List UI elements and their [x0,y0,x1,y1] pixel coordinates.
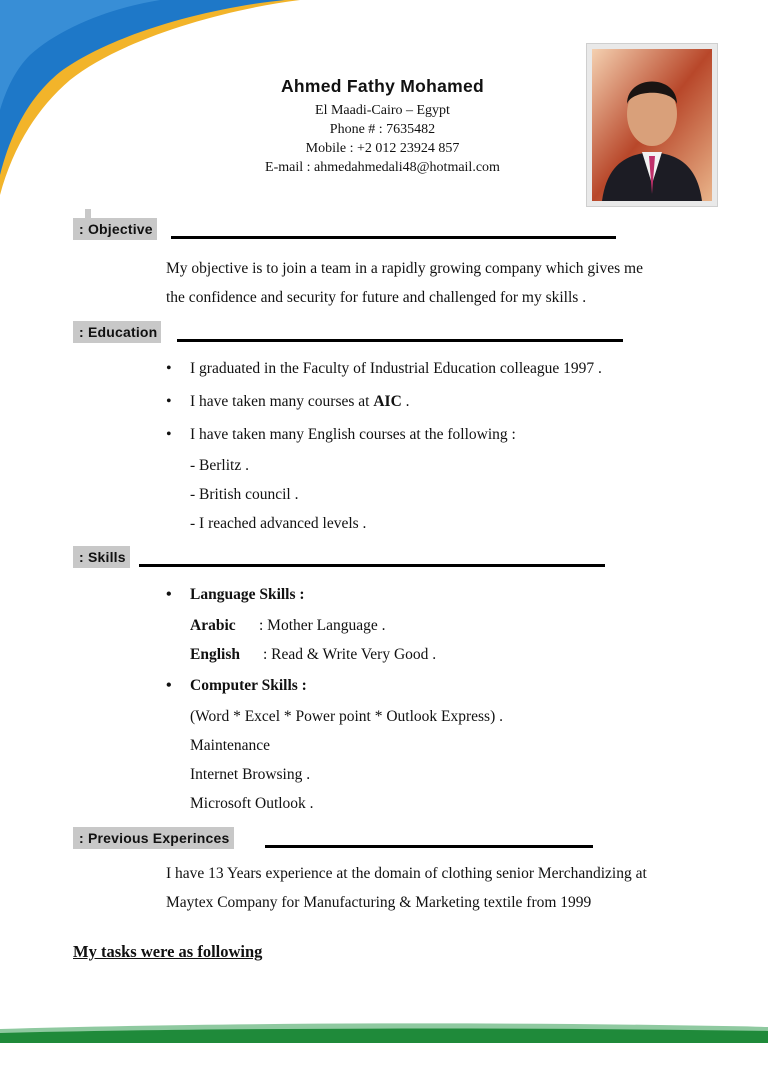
section-rule [139,564,605,567]
footer-band-graphic [0,1015,768,1055]
skills-language-heading: • Language Skills : [190,586,305,604]
section-title-skills: : Skills [73,546,130,568]
experience-line-1: I have 13 Years experience at the domain of clothing senior Merchandizing at [166,865,647,882]
skills-computer-3: Internet Browsing . [190,766,311,783]
section-title-experience: : Previous Experinces [73,827,234,849]
profile-photo [586,43,718,207]
skills-arabic-label: Arabic [190,617,236,634]
education-sub-3: - I reached advanced levels . [190,515,367,532]
email: E-mail : ahmedahmedali48@hotmail.com [265,160,500,175]
experience-line-2: Maytex Company for Manufacturing & Marketing textile from 1999 [166,894,592,911]
objective-line-2: the confidence and security for future and challenged for my skills . [166,289,587,306]
section-education [73,321,625,343]
mobile: Mobile : +2 012 23924 857 [305,141,460,156]
section-rule [177,339,623,342]
section-experience [73,827,595,849]
phone: Phone # : 7635482 [329,122,436,137]
address: El Maadi-Cairo – Egypt [315,103,450,118]
candidate-name: Ahmed Fathy Mohamed [280,76,485,96]
tasks-heading: My tasks were as following [73,942,263,961]
education-sub-1: - Berlitz . [190,457,249,474]
skills-computer-4: Microsoft Outlook . [190,795,314,812]
skills-english-value: : Read & Write Very Good . [263,646,437,663]
skills-english-label: English [190,646,240,663]
skills-arabic-row [190,617,386,635]
section-rule [171,236,616,239]
section-title-objective: : Objective [73,218,157,240]
section-title-education: : Education [73,321,161,343]
contact-header [200,76,565,177]
education-item-2-text: I have taken many courses at [190,393,374,410]
skills-arabic-value: : Mother Language . [259,617,386,634]
section-objective [73,218,618,240]
skills-computer-1: (Word * Excel * Power point * Outlook Express) . [190,708,504,725]
education-sub-2: - British council . [190,486,299,503]
education-item-3: • I have taken many English courses at the following : [190,426,516,444]
skills-computer-2: Maintenance [190,737,271,754]
education-item-2 [190,393,410,411]
section-rule [265,845,593,848]
section-skills [73,546,607,568]
skills-english-row [190,646,436,664]
person-silhouette-icon [587,44,717,206]
education-item-2-suffix: . [401,393,410,410]
education-item-1: • I graduated in the Faculty of Industrial Education colleague 1997 . [190,360,602,378]
education-item-2-bold: AIC [373,393,402,410]
skills-computer-heading: • Computer Skills : [190,677,307,695]
objective-line-1: My objective is to join a team in a rapidly growing company which gives me [166,260,643,277]
